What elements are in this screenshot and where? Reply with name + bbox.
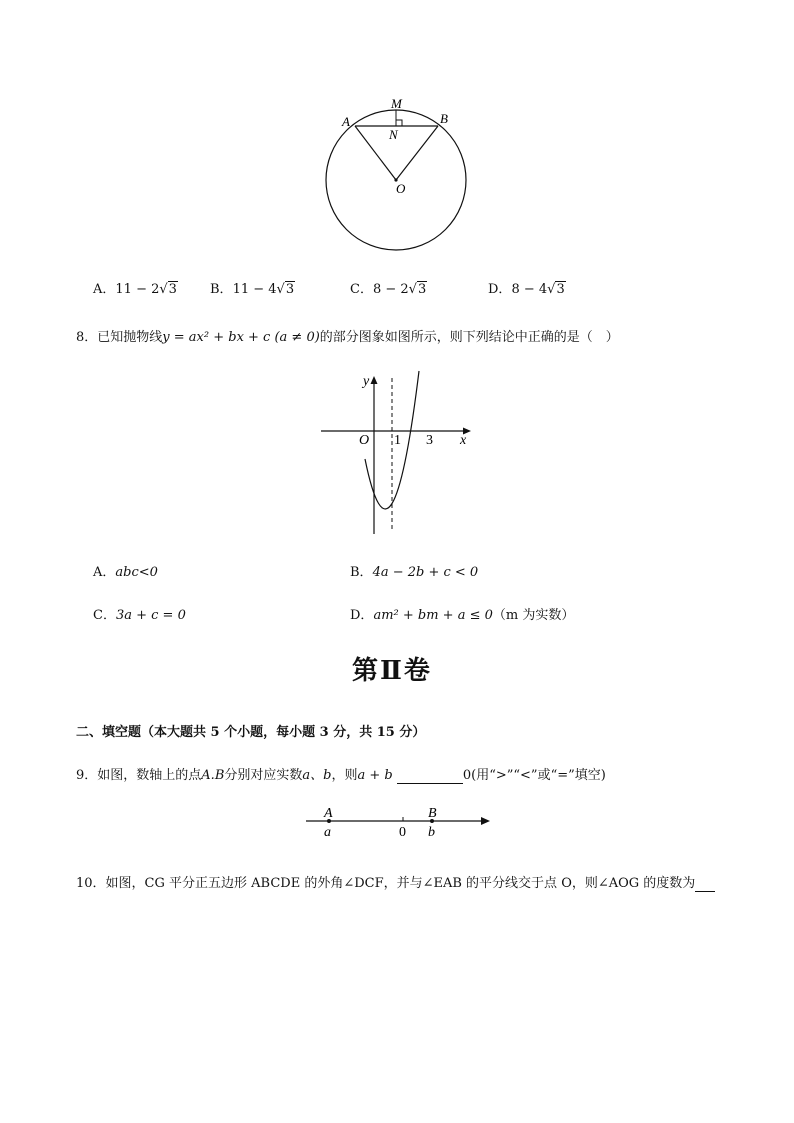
q8-option-b: B．4a − 2b + c < 0	[350, 565, 479, 580]
number-line-arrow	[481, 817, 490, 825]
volume-title: 第Ⅱ卷	[352, 656, 432, 686]
label-b-lower: b	[428, 825, 435, 840]
parabola-curve	[365, 371, 419, 509]
label-o: O	[396, 181, 406, 196]
label-b: B	[440, 111, 448, 126]
label-y: y	[363, 374, 370, 389]
label-n: N	[389, 127, 398, 142]
q9-stem: 9．如图，数轴上的点A.B分别对应实数a、b，则a + b 0(用“>”“<”或“=”填空)	[76, 768, 606, 783]
q8-option-d: D．am² + bm + a ≤ 0（m 为实数）	[350, 608, 575, 623]
label-a-lower: a	[324, 825, 331, 840]
q8-parabola-figure	[318, 370, 478, 540]
label-one: 1	[394, 433, 401, 448]
label-x: x	[460, 433, 467, 448]
q8-option-c: C．3a + c = 0	[93, 608, 186, 623]
label-m: M	[391, 96, 402, 111]
segment-ob	[396, 126, 438, 180]
section-title: 二、填空题（本大题共 5 个小题，每小题 3 分，共 15 分）	[76, 725, 426, 740]
q9-answer-blank[interactable]	[397, 768, 463, 784]
q7-option-a: A．11 − 2√3	[93, 282, 177, 297]
q8-stem: 8．已知抛物线y = ax² + bx + c (a ≠ 0)的部分图象如图所示，则下列结论中正确的是（ ）	[76, 330, 619, 345]
label-a: A	[342, 114, 350, 129]
y-axis-arrow	[371, 376, 378, 384]
right-angle-mark	[396, 120, 402, 126]
label-origin: O	[359, 433, 370, 448]
label-zero: 0	[399, 825, 406, 840]
label-a-upper: A	[324, 806, 333, 821]
q7-option-b: B．11 − 4√3	[210, 282, 295, 297]
q8-option-a: A．abc<0	[93, 565, 158, 580]
q7-option-c: C．8 − 2√3	[350, 282, 427, 297]
label-three: 3	[426, 433, 433, 448]
q7-circle-figure	[320, 92, 480, 257]
q10-stem: 10．如图，CG 平分正五边形 ABCDE 的外角∠DCF，并与∠EAB 的平分线交于点 O，则∠AOG 的度数为	[76, 872, 715, 892]
q7-option-d: D．8 − 4√3	[488, 282, 565, 297]
label-b-upper: B	[428, 806, 437, 821]
q9-number-line-figure	[300, 800, 500, 844]
q10-answer-blank[interactable]	[695, 876, 715, 892]
